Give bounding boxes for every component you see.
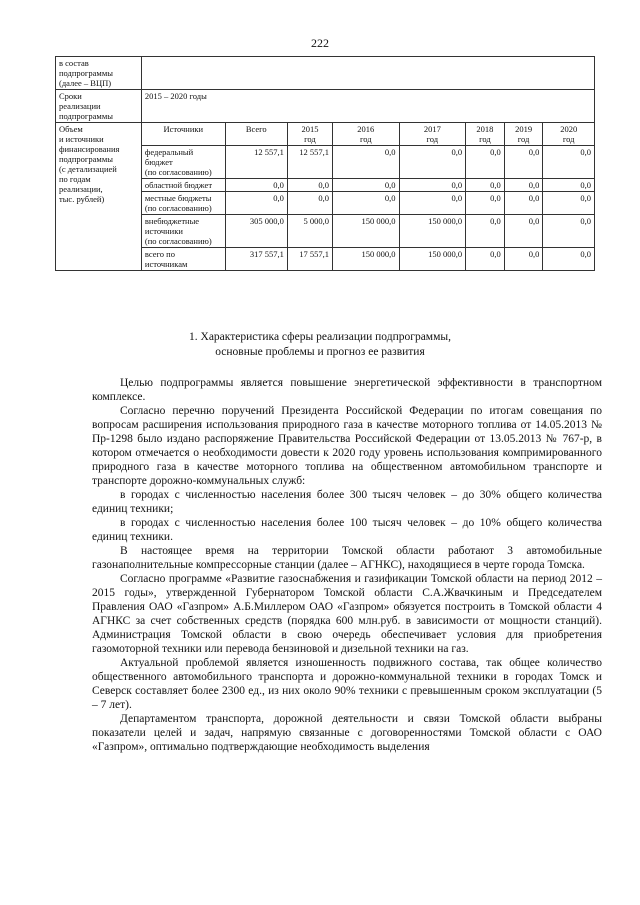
paragraph: Департаментом транспорта, дорожной деятельности и связи Томской области выбраны показатели целей и задач, напрямую связанные с договоренностями Томской области с ОАО «Газпром», оптимально подтверждающие необходимость выделения (92, 713, 602, 753)
paragraph: Актуальной проблемой является изношенность подвижного состава, так общее количество общественного автомобильного транспорта и дорожно-коммунальной техники в городах Томск и Северск составляет более 2300 ед., из них около 90% техники с превышенным сроком эксплуатации (5 – 7 лет). (92, 657, 602, 711)
value-cell: 0,0 (287, 179, 332, 192)
value-cell: 17 557,1 (287, 248, 332, 271)
header-cell: 2020 год (543, 123, 595, 146)
source-cell: всего по источникам (141, 248, 225, 271)
terms-value: 2015 – 2020 годы (141, 90, 594, 123)
value-cell: 305 000,0 (225, 215, 287, 248)
header-cell: 2015 год (287, 123, 332, 146)
paragraph: В настоящее время на территории Томской области работают 3 автомобильные газонаполнительные компрессорные станции (далее – АГНКС), находящиеся в черте города Томска. (92, 545, 602, 571)
value-cell: 0,0 (466, 192, 505, 215)
passport-table (55, 56, 595, 271)
paragraph: Целью подпрограммы является повышение энергетической эффективности в транспортном комплексе. (92, 377, 602, 403)
value-cell: 150 000,0 (399, 215, 466, 248)
value-cell: 0,0 (466, 146, 505, 179)
value-cell: 150 000,0 (399, 248, 466, 271)
value-cell: 0,0 (543, 146, 595, 179)
table-row (56, 57, 595, 90)
paragraph: в городах с численностью населения более 100 тысяч человек – до 10% общего количества единиц техники. (92, 517, 602, 543)
header-cell: Источники (141, 123, 225, 146)
value-cell: 0,0 (543, 192, 595, 215)
table-header-row (56, 123, 595, 146)
paragraph: в городах с численностью населения более 300 тысяч человек – до 30% общего количества единиц техники; (92, 489, 602, 515)
value-cell: 0,0 (504, 215, 543, 248)
value-cell: 12 557,1 (225, 146, 287, 179)
section-title-line: основные проблемы и прогноз ее развития (215, 346, 425, 358)
value-cell: 0,0 (543, 248, 595, 271)
vcp-label: в состав подпрограммы (далее – ВЦП) (56, 57, 142, 90)
value-cell: 0,0 (399, 146, 466, 179)
value-cell: 0,0 (466, 248, 505, 271)
value-cell: 317 557,1 (225, 248, 287, 271)
source-cell: федеральный бюджет (по согласованию) (141, 146, 225, 179)
page-number: 222 (311, 36, 329, 50)
value-cell: 0,0 (543, 179, 595, 192)
value-cell: 0,0 (504, 146, 543, 179)
value-cell: 150 000,0 (332, 215, 399, 248)
value-cell: 0,0 (332, 192, 399, 215)
value-cell: 0,0 (332, 146, 399, 179)
value-cell: 0,0 (466, 179, 505, 192)
source-cell: местные бюджеты (по согласованию) (141, 192, 225, 215)
source-cell: областной бюджет (141, 179, 225, 192)
section-title (0, 330, 640, 360)
vcp-value (141, 57, 594, 90)
value-cell: 0,0 (399, 179, 466, 192)
paragraph: Согласно программе «Развитие газоснабжения и газификации Томской области на период 2012 – 2015 годы», утвержденной Губернатором Томской области С.А.Жвачкиным и Председателем Правления ОАО «Газпром» А.Б.Миллером ОАО «Газпром» обязуется построить в Томской области 4 АГНКС за счет собственных средств (порядка 600 млн.руб. в зависимости от мощности станций). Администрация Томской области в свою очередь обеспечивает условия для приобретения газомоторной техники или перевода бензиновой и дизельной техники на газ. (92, 573, 602, 655)
value-cell: 0,0 (225, 179, 287, 192)
value-cell: 0,0 (332, 179, 399, 192)
header-cell: Всего (225, 123, 287, 146)
volume-label: Объем и источники финансирования подпрограммы (с детализацией по годам реализации, тыс. рублей) (56, 123, 142, 271)
value-cell: 150 000,0 (332, 248, 399, 271)
section-title-line: 1. Характеристика сферы реализации подпрограммы, (189, 331, 451, 343)
value-cell: 12 557,1 (287, 146, 332, 179)
value-cell: 0,0 (225, 192, 287, 215)
value-cell: 0,0 (399, 192, 466, 215)
value-cell: 0,0 (466, 215, 505, 248)
header-cell: 2016 год (332, 123, 399, 146)
terms-label: Сроки реализации подпрограммы (56, 90, 142, 123)
value-cell: 5 000,0 (287, 215, 332, 248)
header-cell: 2019 год (504, 123, 543, 146)
value-cell: 0,0 (504, 192, 543, 215)
value-cell: 0,0 (543, 215, 595, 248)
header-cell: 2018 год (466, 123, 505, 146)
source-cell: внебюджетные источники (по согласованию) (141, 215, 225, 248)
body-text (92, 376, 602, 754)
paragraph: Согласно перечню поручений Президента Российской Федерации по итогам совещания по вопросам расширения использования природного газа в качестве моторного топлива от 14.05.2013 № Пр-1298 было издано распоряжение Правительства Российской Федерации от 13.05.2013 № 767-р, в котором отмечается о необходимости довести к 2020 году уровень использования компримированного природного газа в качестве моторного топлива на общественном автомобильном транспорте и транспорте дорожно-коммунальных служб: (92, 405, 602, 487)
table-row (56, 90, 595, 123)
header-cell: 2017 год (399, 123, 466, 146)
value-cell: 0,0 (287, 192, 332, 215)
value-cell: 0,0 (504, 248, 543, 271)
value-cell: 0,0 (504, 179, 543, 192)
